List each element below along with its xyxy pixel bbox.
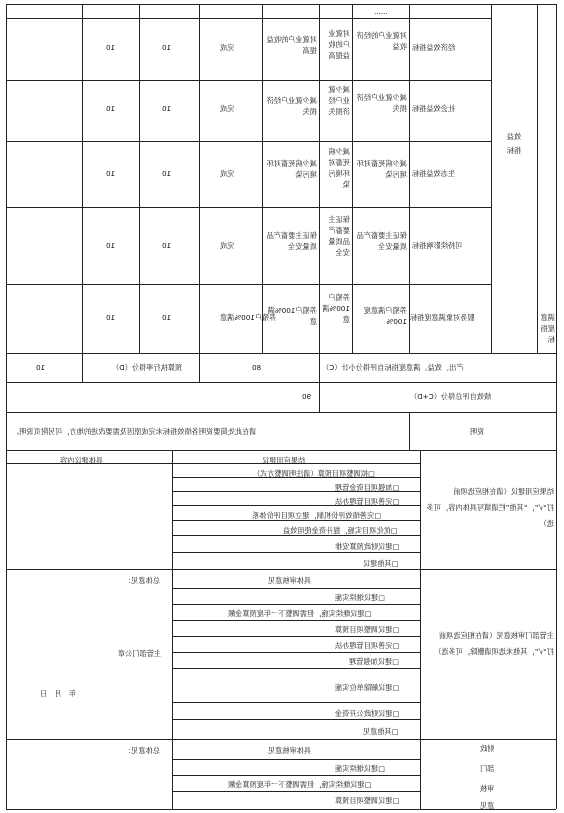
frame-left: [6, 4, 7, 809]
s2-option[interactable]: □建议继续实施，但需调整下一年度预算金额: [228, 609, 372, 618]
s2-date-label: 年 月 日: [40, 689, 76, 698]
s2-option[interactable]: □建议加强管理: [349, 657, 399, 666]
s2-right-label: 总体意见：: [124, 576, 160, 585]
section-label: 效益指标: [506, 132, 522, 155]
s2-option[interactable]: □完善项目管理办法: [335, 641, 400, 650]
s1-option[interactable]: □建议财政预算安排: [335, 542, 400, 551]
s2-option[interactable]: □其他意见: [363, 727, 399, 736]
total-label: 绩效自评总得分（C+D）: [410, 392, 492, 401]
evaluation-form-page: ...... 效益指标 经济效益指标 对就业户的经济收益 对就业户的收益提高 对就业户的收益提高 完成 10 10 社会效益指标 减少就业户经济损失 减少就业户经济损失 减少就业户经济损失 完成 10 10 生态效益指标 减少病死畜对环境污染 减少病死畜对环境污染 减少病死畜对环境污染 完成 10 10 可持续影响指标 保证主要畜产品质量安全 保证主要畜产品质量安全 保证主要畜产品质量安全 完成 10 10 满意度指标 服务对象满意度指标 养殖户满意度100% 养殖户100%满意 养殖户100%满意 养殖户100%满意 10 10 产出、效益、满意度指标自评得分小计（C） 80 预算执行率得分（D） 10 绩效自评总得分（C+D） 90 说明 请在此处简要说明各绩效指标未完成原因及需要改进的地方，可另附页说明。 结果应用建议 具体建议内容 结果应用建议（请在相应选项前打“√”，“其他”栏请填写具体内容，可多选） □拟调整项目预算（请注明调整方式） □加强项目资金管理 □完善项目管理办法 □完善绩效评价机制，建立项目评价体系 □优化项目实施，提升资金使用效益 □建议财政预算安排 □其他建议 具体审核意见 总体意见： 主管部门审核意见（请在相应选项前打“√”，其他未选项请删除，可多选） 主管部门公章 年 月 日 □建议继续实施 □建议继续实施，但需调整下一年度预算金额 □建议调整项目预算 □完善项目管理办法 □建议加强管理 □建议解除单位实施 □建议财政公开资金 □其他意见 具体审核意见 总体意见： 财政 部门 审核 意见 □建议继续实施 □建议继续实施，但需调整下一年度预算金额 □建议调整项目预算: [0, 0, 564, 813]
s1-header-left: 结果应用建议: [262, 456, 306, 465]
s3-option[interactable]: □建议调整项目预算: [335, 796, 400, 805]
note-title: 说明: [470, 427, 485, 436]
s3-option[interactable]: □建议继续实施: [335, 764, 385, 773]
budget-value: 10: [36, 363, 46, 372]
s2-header: 具体审核意见: [268, 576, 312, 585]
s1-option[interactable]: □优化项目实施，提升资金使用效益: [283, 526, 398, 535]
frame-top: [6, 4, 556, 5]
note-text: 请在此处简要说明各绩效指标未完成原因及需要改进的地方，可另附页说明。: [12, 427, 257, 436]
total-value: 90: [302, 392, 312, 401]
s1-option[interactable]: □加强项目资金管理: [335, 483, 400, 492]
s2-option[interactable]: □建议财政公开资金: [335, 709, 400, 718]
s1-header-right: 具体建议内容: [60, 456, 104, 465]
budget-label: 预算执行率得分（D）: [112, 363, 183, 372]
s1-option[interactable]: □完善绩效评价机制，建立项目评价体系: [252, 511, 381, 520]
s2-option[interactable]: □建议调整项目预算: [335, 625, 400, 634]
s3-right-label: 总体意见：: [124, 746, 160, 755]
subtotal-value: 80: [252, 363, 262, 372]
frame-bottom: [6, 809, 556, 810]
s2-option[interactable]: □建议继续实施: [335, 593, 385, 602]
s2-title: 主管部门审核意见（请在相应选项前打“√”，其他未选项请删除，可多选）: [434, 631, 554, 656]
subtotal-label: 产出、效益、满意度指标自评得分小计（C）: [322, 363, 464, 372]
s3-option[interactable]: □建议继续实施，但需调整下一年度预算金额: [228, 780, 372, 789]
s1-option[interactable]: □完善项目管理办法: [335, 497, 400, 506]
s1-option[interactable]: □其他建议: [363, 559, 399, 568]
s2-option[interactable]: □建议解除单位实施: [335, 683, 400, 692]
s2-dept-label: 主管部门公章: [118, 649, 162, 658]
s3-header: 具体审核意见: [268, 746, 312, 755]
top-ellipsis: ......: [373, 7, 388, 16]
s1-option[interactable]: □拟调整项目预算（请注明调整方式）: [253, 469, 375, 478]
frame-right: [556, 4, 557, 809]
s1-title: 结果应用建议（请在相应选项前打“√”，“其他”栏请填写具体内容，可多选）: [426, 487, 554, 528]
